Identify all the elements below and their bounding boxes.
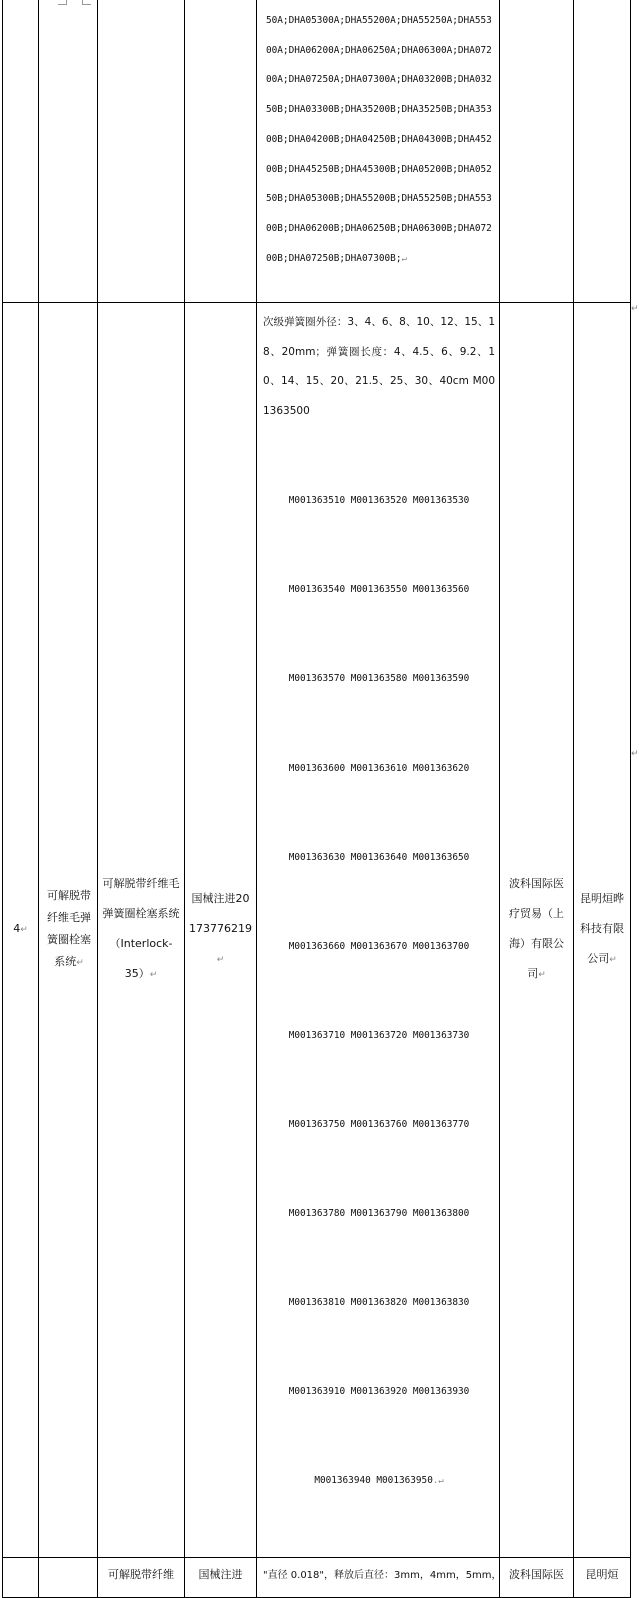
cell-registration — [185, 0, 257, 303]
registration-number: 国械注进20173776219 — [189, 892, 252, 936]
cell-num — [3, 0, 39, 303]
cell-end-mark: ↵ — [538, 970, 546, 981]
cell-distributor — [574, 1557, 631, 1597]
cell-distributor — [574, 303, 631, 1558]
product-name: 可解脱带纤维毛弹簧圈栓塞系统（Interlock-35） — [102, 877, 180, 981]
cell-importer — [500, 0, 574, 303]
row-end-mark: ↵ — [631, 304, 639, 314]
product-name: 可解脱带纤维 — [108, 1567, 174, 1581]
cell-end-mark: ↵ — [401, 253, 407, 264]
code-line: M001363940 M001363950 — [314, 1475, 433, 1487]
cell-importer — [500, 303, 574, 1558]
cell-category — [39, 1557, 98, 1597]
cell-spec — [257, 303, 500, 1558]
distributor-name: 昆明烜 — [585, 1567, 619, 1581]
spec-text: 50A;DHA05300A;DHA55200A;DHA55250A;DHA55300A;DHA06200A;DHA06250A;DHA06300A;DHA07200A;DHA07250A;DHA07300A;DHA03200B;DHA03250B;DHA03300B;DHA35200B;DHA35250B;DHA35300B;DHA04200B;DHA04250B;DHA04300B;DHA45200B;DHA45250B;DHA45300B;DHA05200B;DHA05250B;DHA05300B;DHA55200B;DHA55250B;DHA55300B;DHA06200B;DHA06250B;DHA06300B;DHA07200B;DHA07250B;DHA07300B; — [266, 15, 492, 264]
cell-end-mark: ↵ — [216, 955, 225, 966]
cell-product — [98, 1557, 185, 1597]
registration-number: 国械注进 — [198, 1567, 243, 1581]
cell-num — [3, 303, 39, 1558]
code-line: M001363780 M001363790 M001363800 — [288, 1208, 470, 1220]
table-row — [3, 0, 631, 303]
distributor-name: 昆明烜晔科技有限公司 — [580, 892, 624, 966]
importer-name: 波科国际医 — [509, 1567, 564, 1581]
code-line: M001363630 M001363640 M001363650 — [288, 851, 470, 863]
importer-name: 波科国际医疗贸易（上海）有限公司 — [509, 877, 564, 981]
code-line: M001363570 M001363580 M001363590 — [288, 673, 470, 685]
cell-spec — [257, 1557, 500, 1597]
code-line: M001363710 M001363720 M001363730 — [288, 1029, 470, 1041]
code-line: M001363910 M001363920 M001363930 — [288, 1386, 470, 1398]
code-line: M001363600 M001363610 M001363620 — [288, 762, 470, 774]
cell-spec — [257, 0, 500, 303]
code-list — [263, 427, 495, 1557]
row-number: 4 — [13, 922, 21, 936]
cell-category — [39, 0, 98, 303]
cell-num — [3, 1557, 39, 1597]
code-line: M001363810 M001363820 M001363830 — [288, 1297, 470, 1309]
cell-end-mark: ↵ — [20, 925, 28, 936]
table-row — [3, 1557, 631, 1597]
row-end-mark: ↵ — [631, 749, 639, 759]
category-text: 可解脱带纤维毛弹簧圈栓塞系统 — [47, 889, 91, 969]
cell-product — [98, 0, 185, 303]
spec-intro: 次级弹簧圈外径：3、4、6、8、10、12、15、18、20mm；弹簧圈长度：4、4.5、6、9.2、10、14、15、20、21.5、25、30、40cm M001363500 — [263, 316, 495, 418]
cell-end-mark: ↵ — [149, 970, 158, 981]
cell-end-mark: ↵ — [609, 955, 617, 966]
cell-registration — [185, 303, 257, 1558]
code-line: M001363510 M001363520 M001363530 — [288, 495, 470, 507]
cell-product — [98, 303, 185, 1558]
code-line: M001363750 M001363760 M001363770 — [288, 1118, 470, 1130]
table-row — [3, 303, 631, 1558]
cell-end-mark: ↵ — [76, 958, 84, 969]
cell-importer — [500, 1557, 574, 1597]
code-line: M001363540 M001363550 M001363560 — [288, 584, 470, 596]
cell-end-mark: .↵ — [432, 1476, 444, 1487]
code-line: M001363660 M001363670 M001363700 — [288, 940, 470, 952]
product-table — [2, 0, 631, 1598]
cell-registration — [185, 1557, 257, 1597]
spec-text: "直径 0.018"，释放后直径：3mm，4mm，5mm， — [263, 1569, 502, 1581]
cell-category — [39, 303, 98, 1558]
cell-distributor — [574, 0, 631, 303]
